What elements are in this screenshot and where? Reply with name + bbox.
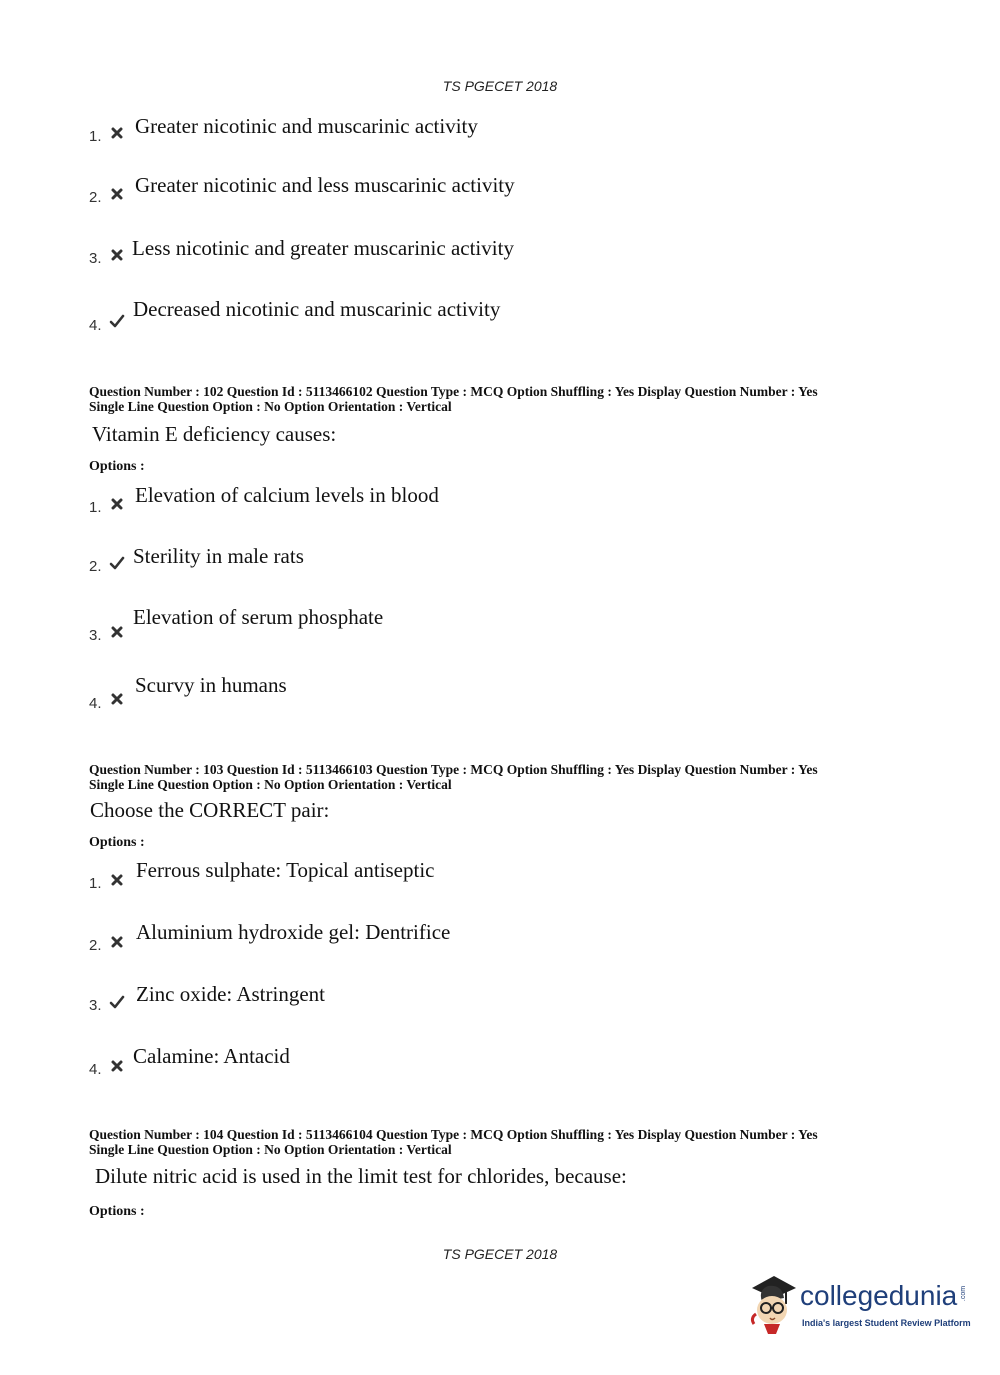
option-text: Less nicotinic and greater muscarinic activity	[132, 236, 514, 260]
cross-icon	[109, 496, 125, 512]
option-number: 3.	[89, 997, 102, 1014]
option-text: Decreased nicotinic and muscarinic activity	[133, 297, 501, 321]
option-number: 3.	[89, 627, 102, 644]
options-label: Options :	[89, 459, 145, 474]
question-meta-line: Single Line Question Option : No Option Orientation : Vertical	[89, 1142, 452, 1157]
check-icon	[109, 994, 125, 1010]
check-icon	[109, 555, 125, 571]
question-meta	[89, 384, 909, 414]
option-number: 2.	[89, 558, 102, 575]
question-meta	[89, 762, 909, 792]
option-text: Elevation of calcium levels in blood	[135, 483, 439, 507]
option-number: 4.	[89, 317, 102, 334]
question-meta	[89, 1127, 909, 1157]
question-meta-line: Question Number : 103 Question Id : 5113466103 Question Type : MCQ Option Shuffling : Yes Display Question Number : Yes	[89, 762, 818, 777]
options-label: Options :	[89, 1204, 145, 1219]
option-number: 1.	[89, 499, 102, 516]
cross-icon	[109, 186, 125, 202]
option-text: Greater nicotinic and less muscarinic activity	[135, 173, 515, 197]
option-number: 3.	[89, 250, 102, 267]
question-meta-line: Single Line Question Option : No Option Orientation : Vertical	[89, 777, 452, 792]
option-text: Sterility in male rats	[133, 544, 304, 568]
option-number: 4.	[89, 1061, 102, 1078]
option-text: Ferrous sulphate: Topical antiseptic	[136, 858, 435, 882]
page-header-title: TS PGECET 2018	[442, 78, 558, 94]
option-number: 4.	[89, 695, 102, 712]
question-text: Choose the CORRECT pair:	[90, 798, 330, 822]
cross-icon	[109, 624, 125, 640]
cross-icon	[109, 1058, 125, 1074]
logo-brand-suffix: .com	[960, 1285, 968, 1302]
option-text: Calamine: Antacid	[133, 1044, 290, 1068]
question-text: Dilute nitric acid is used in the limit test for chlorides, because:	[95, 1164, 627, 1188]
option-number: 1.	[89, 875, 102, 892]
cross-icon	[109, 691, 125, 707]
options-label: Options :	[89, 835, 145, 850]
question-meta-line: Question Number : 104 Question Id : 5113466104 Question Type : MCQ Option Shuffling : Yes Display Question Number : Yes	[89, 1127, 818, 1142]
question-meta-line: Single Line Question Option : No Option Orientation : Vertical	[89, 399, 452, 414]
option-text: Zinc oxide: Astringent	[136, 982, 325, 1006]
option-text: Scurvy in humans	[135, 673, 287, 697]
option-text: Elevation of serum phosphate	[133, 605, 384, 629]
option-text: Greater nicotinic and muscarinic activity	[135, 114, 478, 138]
check-icon	[109, 313, 125, 329]
logo-tagline: India's largest Student Review Platform	[802, 1318, 971, 1328]
graduate-mascot-icon	[742, 1268, 798, 1338]
option-text: Aluminium hydroxide gel: Dentrifice	[136, 920, 451, 944]
cross-icon	[109, 125, 125, 141]
logo-brand-name: collegedunia	[800, 1280, 958, 1311]
question-meta-line: Question Number : 102 Question Id : 5113466102 Question Type : MCQ Option Shuffling : Yes Display Question Number : Yes	[89, 384, 818, 399]
option-number: 2.	[89, 189, 102, 206]
collegedunia-logo	[742, 1268, 972, 1340]
page-footer-title: TS PGECET 2018	[442, 1246, 558, 1262]
option-number: 1.	[89, 128, 102, 145]
cross-icon	[109, 872, 125, 888]
option-number: 2.	[89, 937, 102, 954]
cross-icon	[109, 934, 125, 950]
cross-icon	[109, 247, 125, 263]
question-text: Vitamin E deficiency causes:	[92, 422, 337, 446]
